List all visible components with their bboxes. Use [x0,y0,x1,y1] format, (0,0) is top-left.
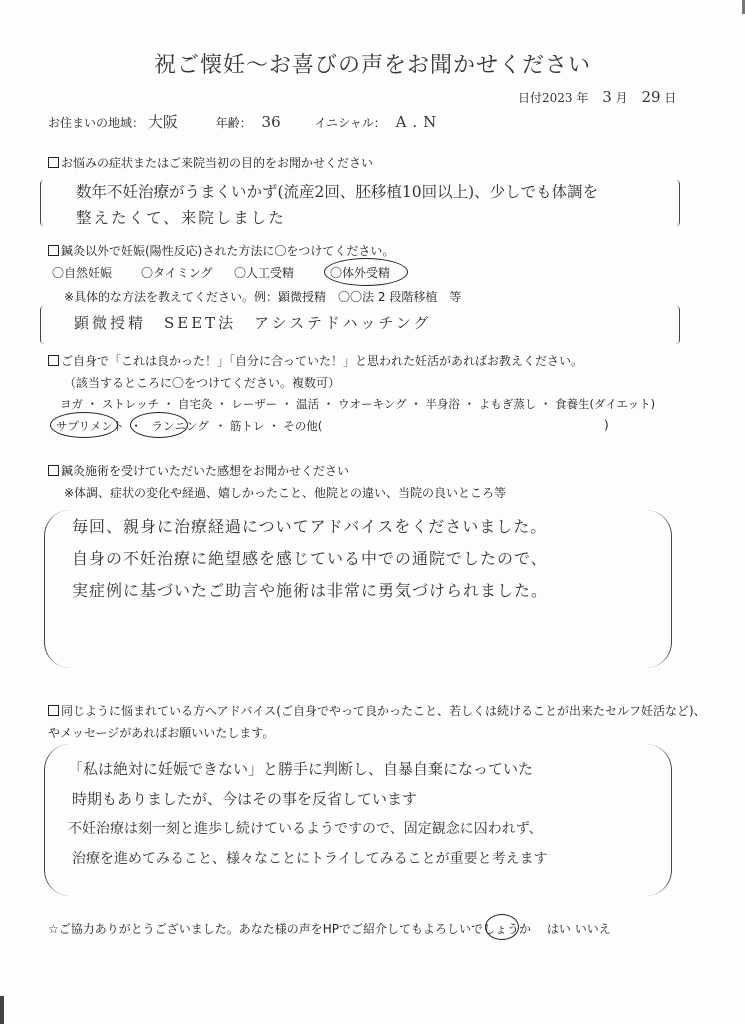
q1-heading: お悩みの症状またはご来院当初の目的をお聞かせください [48,154,373,171]
footer-question: ☆ご協力ありがとうございました。あなた様の声をHPでご紹介してもよろしいでしょうか はい いいえ [48,922,611,936]
footer-yes: はい [546,922,571,936]
q5-heading-line-2: やメッセージがあればお願いいたします。 [48,726,275,740]
selected-ring-supplement [50,412,118,438]
profile-line: お住まいの地域： 大阪 年齢： 36 イニシャル： A.N [48,113,443,131]
q2-note: ※具体的な方法を教えてください。例：顕微授精 〇〇法 2 段階移植 等 [64,290,462,304]
q4-note: ※体調、症状の変化や経過、嬉しかったこと、他院との違い、当院の良いところ等 [64,486,507,500]
q5-answer-line-4: 治療を進めてみること、様々なことにトライしてみることが重要と考えます [72,851,548,867]
selected-ring-running [130,412,188,438]
q4-answer-line-2: 自身の不妊治療に絶望感を感じている中での通院でしたので、 [72,549,548,568]
checkbox-square-icon [48,705,59,716]
q5-heading-line-1: 同じように悩まれている方へアドバイス(ご自身でやって良かったこと、若しくは続けることが出来たセルフ妊活など)、 [48,702,706,719]
q3-options-row-1: ヨガ ・ ストレッチ ・ 自宅灸 ・ レーザー ・ 温活 ・ ウオーキング ・ 半身浴 ・ よもぎ蒸し ・ 食養生(ダイエット) [60,397,656,411]
page-title: 祝ご懐妊～お喜びの声をお聞かせください [153,53,591,78]
q2-option-natural: 〇自然妊娠 [52,266,113,280]
q3-close-paren: ) [604,418,609,432]
q2-answer: 顕微授精 SEET法 アシステドハッチング [74,314,432,332]
region-value: 大阪 [147,113,178,131]
q3-note: （該当するところに〇をつけてください。複数可） [64,376,341,390]
checkbox-square-icon [48,157,59,168]
checkbox-square-icon [48,245,59,256]
q5-answer-line-2: 時期もありましたが、今はその事を反省しています [72,790,418,808]
q3-option-running: ランニング [151,419,209,433]
checkbox-square-icon [48,465,59,476]
q2-option-artificial: 〇人工受精 [234,266,295,280]
q2-option-ivf: 〇体外受精 [330,266,391,280]
q5-answer-line-3: 不妊治療は刻一刻と進歩し続けているようですので、固定観念に囚われず、 [68,821,543,837]
scan-edge-bottom [0,996,4,1024]
date-line: 日付2023 年 3 月 29 日 [518,88,677,106]
checkbox-square-icon [48,355,59,366]
q3-options-row-2: サプリメント ・ ランニング ・ 筋トレ ・ その他( [56,419,323,433]
footer-no: いいえ [574,922,611,936]
q3-heading: ご自身で「これは良かった！」「自分に合っていた！」と思われた妊活があればお教えください。 [48,352,583,369]
initial-value: A.N [395,113,443,131]
age-value: 36 [261,113,281,131]
q1-answer-line-1: 数年不妊治療がうまくいかず(流産2回、胚移植10回以上)、少しでも体調を [76,183,599,201]
q3-option-supplement: サプリメント [56,419,125,433]
selected-ring-yes [485,914,519,940]
q2-heading: 鍼灸以外で妊娠(陽性反応)された方法に〇をつけてください。 [48,242,394,259]
selected-ring-ivf [324,258,408,286]
q1-answer-line-2: 整えたくて、来院しました [76,209,286,227]
q4-answer-line-3: 実症例に基づいたご助言や施術は非常に勇気づけられました。 [72,581,549,600]
q4-heading: 鍼灸施術を受けていただいた感想をお聞かせください [48,462,349,479]
q4-answer-line-1: 毎回、親身に治療経過についてアドバイスをくださいました。 [72,517,548,536]
q2-option-timing: 〇タイミング [141,266,213,280]
q5-answer-line-1: 「私は絶対に妊娠できない」と勝手に判断し、自暴自棄になっていた [68,760,534,778]
